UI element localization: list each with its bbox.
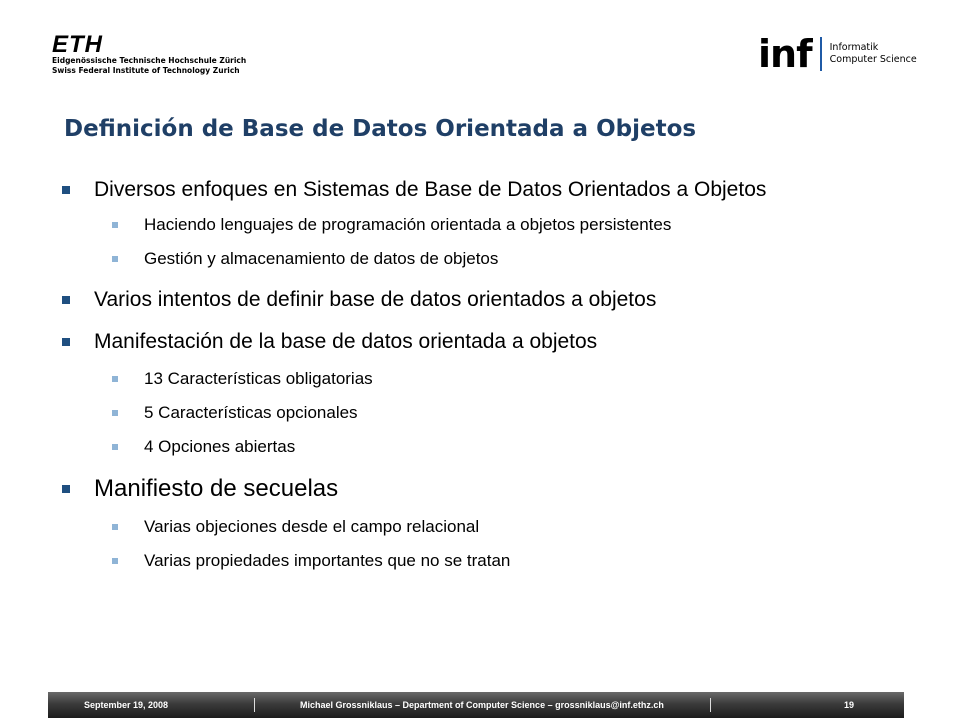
- sub-bullet-item: [58, 436, 908, 458]
- sub-bullet-text: 13 Características obligatorias: [144, 369, 373, 388]
- sub-bullet-marker: [112, 376, 118, 382]
- bullet-item: [58, 286, 908, 314]
- sub-bullet-item: [58, 402, 908, 424]
- sub-bullet-item: [58, 214, 908, 236]
- sub-bullet-text: 5 Características opcionales: [144, 403, 358, 422]
- sub-bullet-item: [58, 550, 908, 572]
- bullet-item: [58, 328, 908, 356]
- sub-bullet-marker: [112, 524, 118, 530]
- inf-logo-line2: Computer Science: [829, 54, 917, 65]
- footer-date: September 19, 2008: [84, 700, 169, 710]
- sub-bullet-marker: [112, 558, 118, 564]
- footer-separator: [710, 698, 711, 712]
- bullet-marker: [62, 338, 70, 346]
- sub-bullet-item: [58, 516, 908, 538]
- sub-bullet-text: 4 Opciones abiertas: [144, 437, 296, 456]
- slide-title: Definición de Base de Datos Orientada a Objetos: [64, 116, 697, 142]
- bullet-list: [58, 176, 908, 572]
- inf-logo-line1: Informatik: [829, 42, 879, 53]
- eth-logo: [52, 31, 247, 76]
- sub-bullet-marker: [112, 256, 118, 262]
- sub-bullet-item: [58, 248, 908, 270]
- bullet-text: Manifiesto de secuelas: [94, 475, 339, 502]
- bullet-marker: [62, 296, 70, 304]
- inf-logo-word: inf: [758, 32, 812, 76]
- sub-bullet-marker: [112, 410, 118, 416]
- footer-separator: [254, 698, 255, 712]
- footer-author: Michael Grossniklaus – Department of Computer Science – grossniklaus@inf.ethz.ch: [300, 700, 664, 710]
- bullet-marker: [62, 186, 70, 194]
- bullet-text: Varios intentos de definir base de datos orientados a objetos: [94, 288, 657, 311]
- sub-bullet-text: Gestión y almacenamiento de datos de objetos: [144, 249, 499, 268]
- sub-bullet-text: Varias objeciones desde el campo relacional: [144, 517, 480, 536]
- footer-page-number: 19: [844, 700, 855, 710]
- bullet-text: Manifestación de la base de datos orientada a objetos: [94, 330, 598, 353]
- inf-logo: [758, 34, 917, 74]
- bullet-marker: [62, 485, 70, 493]
- bullet-text: Diversos enfoques en Sistemas de Base de Datos Orientados a Objetos: [94, 178, 767, 201]
- sub-bullet-text: Haciendo lenguajes de programación orientada a objetos persistentes: [144, 215, 672, 234]
- inf-logo-text: [830, 42, 917, 66]
- sub-bullet-marker: [112, 444, 118, 450]
- eth-logo-line2: Swiss Federal Institute of Technology Zurich: [52, 66, 240, 75]
- sub-bullet-item: [58, 368, 908, 390]
- eth-logo-word: ETH: [52, 31, 103, 58]
- footer-bar: [48, 692, 904, 718]
- inf-logo-divider: [820, 37, 822, 71]
- bullet-item: [58, 474, 908, 504]
- eth-logo-line1: Eidgenössische Technische Hochschule Zürich: [52, 56, 247, 65]
- sub-bullet-text: Varias propiedades importantes que no se tratan: [144, 551, 511, 570]
- sub-bullet-marker: [112, 222, 118, 228]
- bullet-item: [58, 176, 908, 204]
